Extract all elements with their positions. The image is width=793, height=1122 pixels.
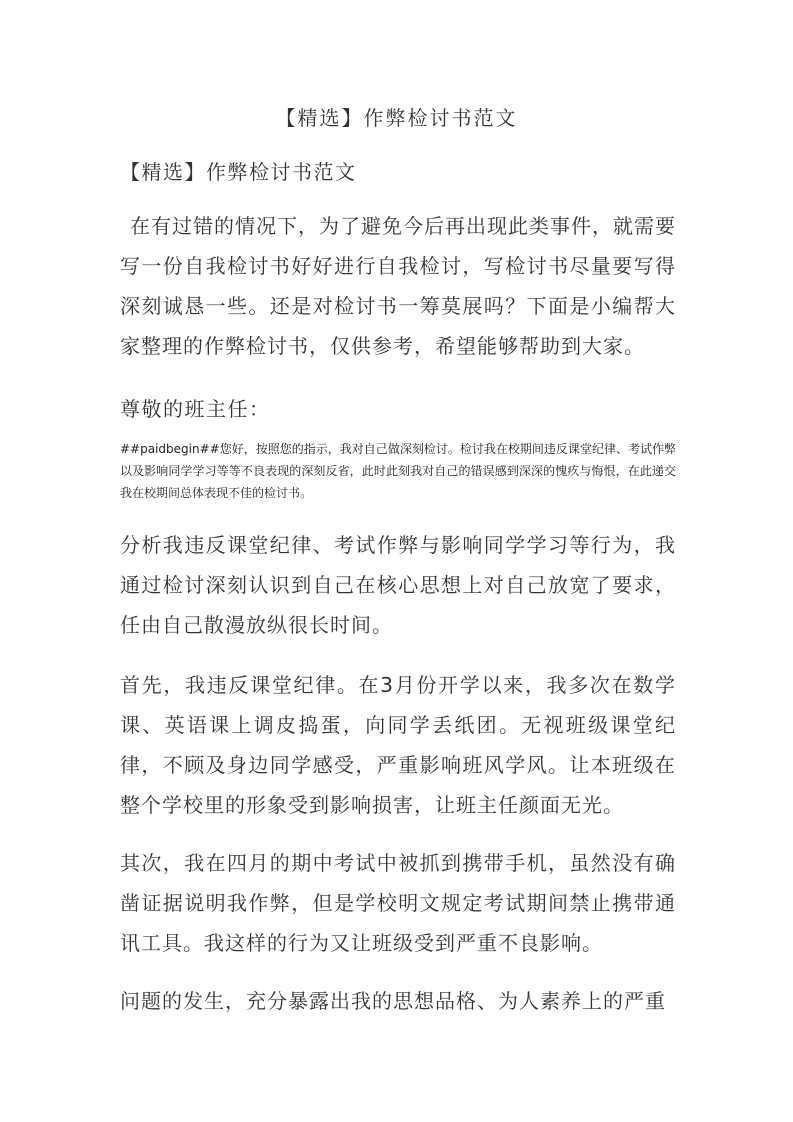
document-title: 【精选】作弊检讨书范文 bbox=[275, 106, 518, 130]
body-paragraph-problem: 问题的发生，充分暴露出我的思想品格、为人素养上的严重 bbox=[120, 989, 666, 1013]
body-paragraph-first: 首先，我违反课堂纪律。在3月份开学以来，我多次在数学课、英语课上调皮捣蛋，向同学丢纸团。无视班级课堂纪律，不顾及身边同学感受，严重影响班风学风。让本班级在整个学校里的形象受到影响损害，让班主任颜面无光。 bbox=[120, 673, 676, 817]
small-print-paragraph: ##paidbegin##您好，按照您的指示，我对自己做深刻检讨。检讨我在校期间违反课堂纪律、考试作弊以及影响同学学习等等不良表现的深刻反省，此时此刻我对自己的错误感到深深的愧疚与悔恨，在此递交我在校期间总体表现不佳的检讨书。 bbox=[120, 442, 676, 500]
greeting-line: 尊敬的班主任： bbox=[120, 397, 271, 421]
document-subtitle: 【精选】作弊检讨书范文 bbox=[120, 160, 357, 184]
intro-paragraph: 在有过错的情况下，为了避免今后再出现此类事件，就需要写一份自我检讨书好好进行自我检讨，写检讨书尽量要写得深刻诚恳一些。还是对检讨书一筹莫展吗？下面是小编帮大家整理的作弊检讨书，仅供参考，希望能够帮助到大家。 bbox=[120, 214, 676, 358]
body-paragraph-second: 其次，我在四月的期中考试中被抓到携带手机，虽然没有确凿证据说明我作弊，但是学校明文规定考试期间禁止携带通讯工具。我这样的行为又让班级受到严重不良影响。 bbox=[120, 851, 676, 955]
body-paragraph-analysis: 分析我违反课堂纪律、考试作弊与影响同学学习等行为，我通过检讨深刻认识到自己在核心思想上对自己放宽了要求，任由自己散漫放纵很长时间。 bbox=[120, 533, 676, 637]
